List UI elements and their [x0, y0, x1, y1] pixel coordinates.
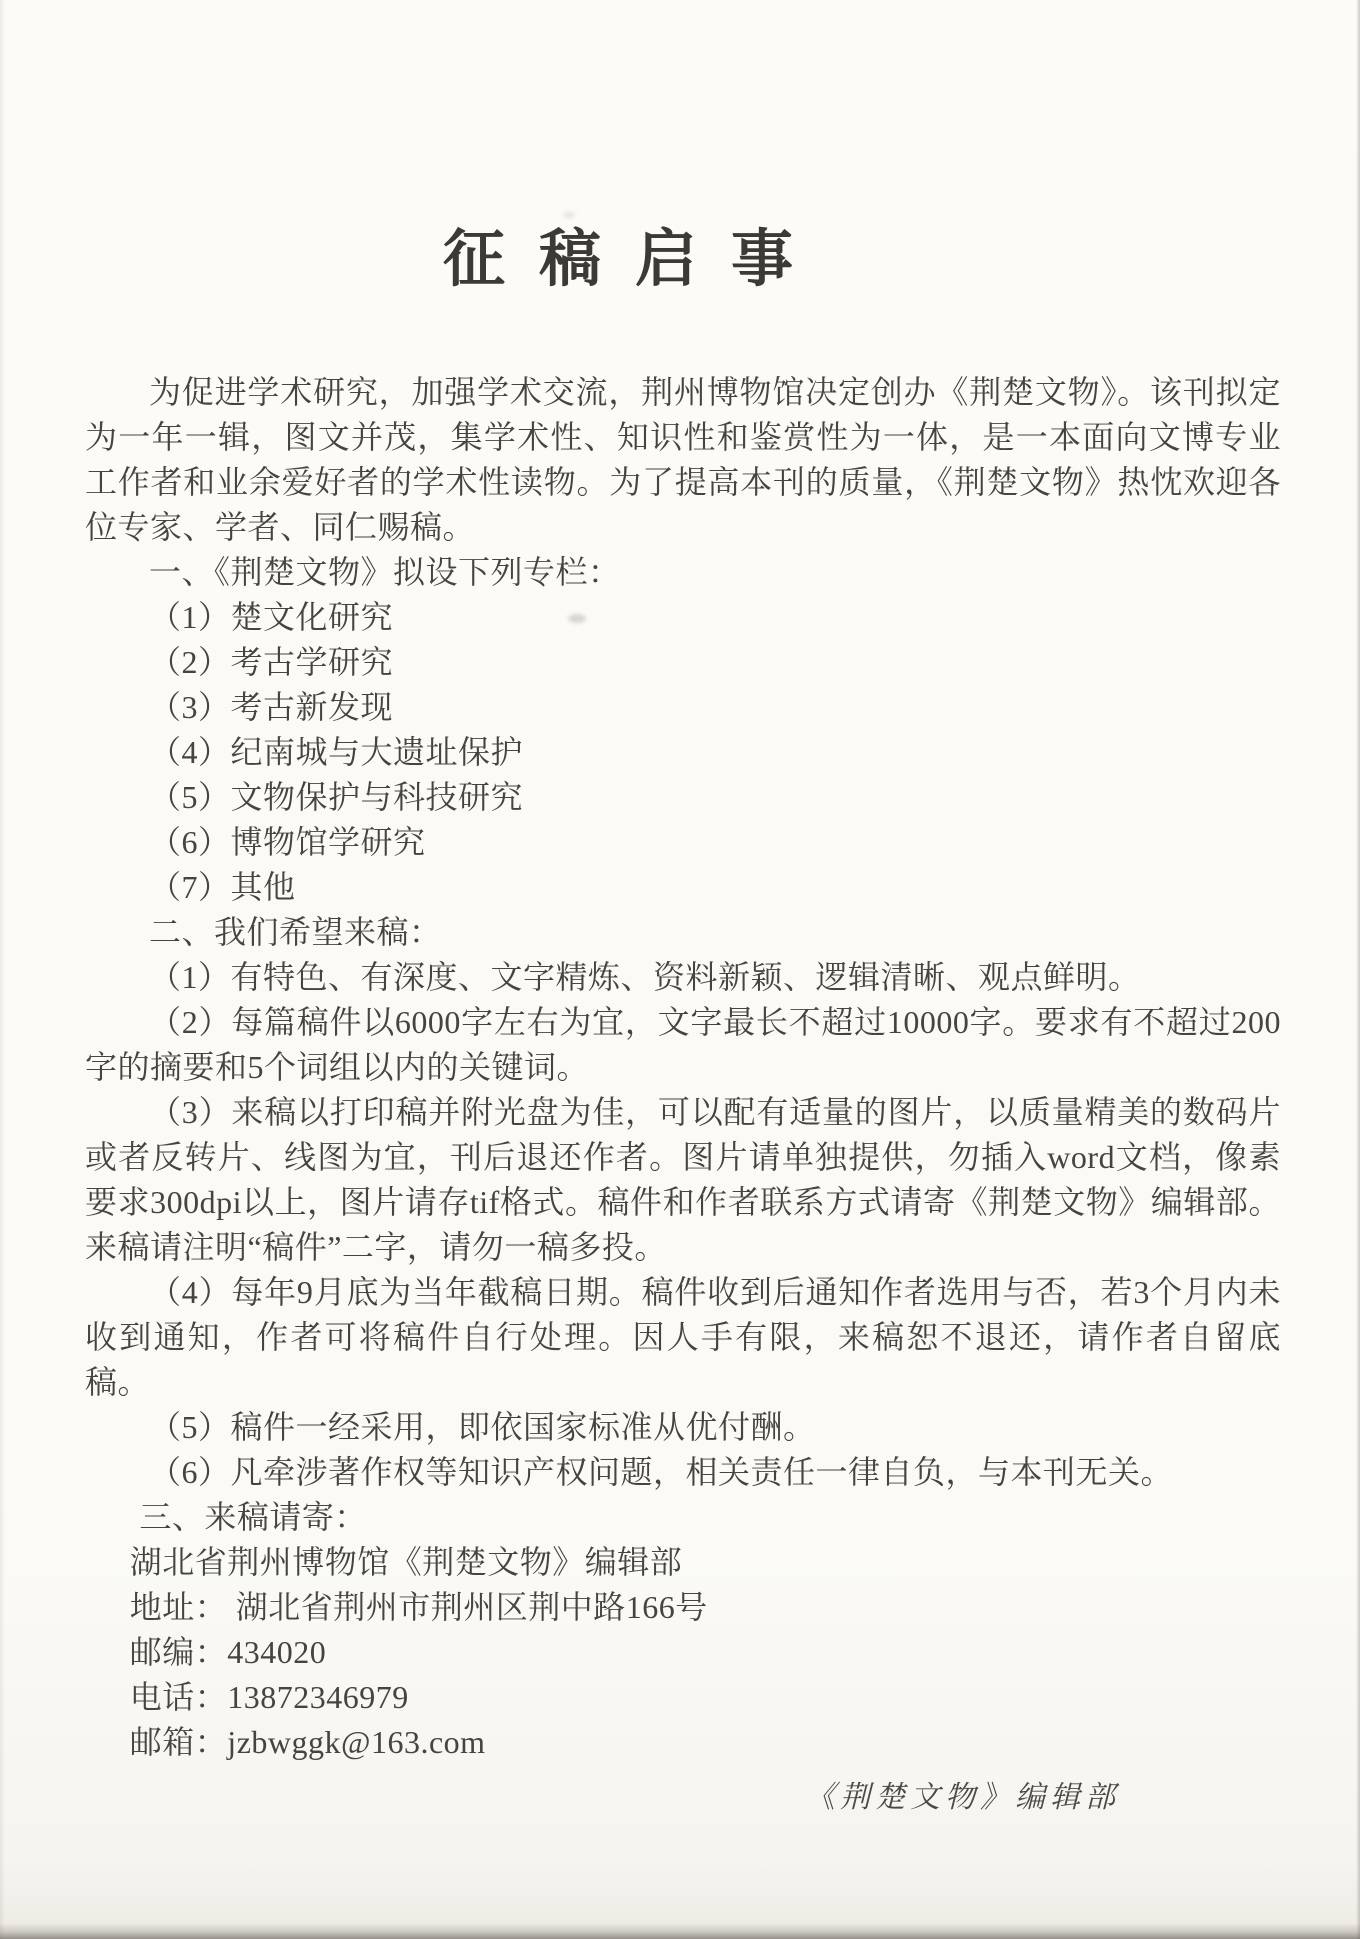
- section-2-heading: 二、我们希望来稿：: [149, 914, 442, 950]
- contact-address-line: 地址： 湖北省荆州市荆州区荆中路166号: [129, 1589, 708, 1625]
- guideline-item-3: （3）来稿以打印稿并附光盘为佳，可以配有适量的图片，以质量精美的数码片或者反转片、线图为宜，刊后退还作者。图片请单独提供，勿插入word文档，像素要求300dpi以上，图片请存tif格式。稿件和作者联系方式请寄《荆楚文物》编辑部。来稿请注明“稿件”二字，请勿一稿多投。: [85, 1094, 1281, 1265]
- document-body: [85, 370, 1281, 1765]
- column-item-7: （7）其他: [149, 869, 296, 905]
- column-item-6: （6）博物馆学研究: [149, 824, 426, 860]
- column-item-2: （2）考古学研究: [149, 644, 394, 680]
- column-item-4: （4）纪南城与大遗址保护: [149, 734, 524, 770]
- contact-postcode-line: 邮编：434020: [129, 1634, 327, 1670]
- scan-edge-shadow-left: [0, 0, 5, 1939]
- scan-edge-shadow-bottom: [0, 1923, 1360, 1939]
- contact-phone-line: 电话：13872346979: [129, 1679, 409, 1715]
- guideline-item-6: （6）凡牵涉著作权等知识产权问题，相关责任一律自负，与本刊无关。: [149, 1454, 1174, 1490]
- contact-unit-line: 湖北省荆州博物馆《荆楚文物》编辑部: [129, 1544, 683, 1580]
- section-1-heading: 一、《荆楚文物》拟设下列专栏：: [149, 554, 621, 590]
- column-item-5: （5）文物保护与科技研究: [149, 779, 524, 815]
- scan-smudge: [563, 212, 575, 218]
- guideline-item-1: （1）有特色、有深度、文字精炼、资料新颖、逻辑清晰、观点鲜明。: [149, 959, 1141, 995]
- guideline-item-2: （2）每篇稿件以6000字左右为宜，文字最长不超过10000字。要求有不超过200字的摘要和5个词组以内的关键词。: [85, 1004, 1281, 1085]
- section-3-heading: 三、来稿请寄：: [139, 1499, 367, 1535]
- column-item-1: （1）楚文化研究: [149, 599, 394, 635]
- guideline-item-4: （4）每年9月底为当年截稿日期。稿件收到后通知作者选用与否，若3个月内未收到通知，作者可将稿件自行处理。因人手有限，来稿恕不退还，请作者自留底稿。: [85, 1274, 1281, 1400]
- intro-paragraph: 为促进学术研究，加强学术交流，荆州博物馆决定创办《荆楚文物》。该刊拟定为一年一辑，图文并茂，集学术性、知识性和鉴赏性为一体，是一本面向文博专业工作者和业余爱好者的学术性读物。为了提高本刊的质量，《荆楚文物》热忱欢迎各位专家、学者、同仁赐稿。: [85, 374, 1281, 545]
- contact-email-line: 邮箱：jzbwggk@163.com: [129, 1724, 486, 1760]
- column-item-3: （3）考古新发现: [149, 689, 394, 725]
- scan-edge-shadow-right: [1356, 0, 1360, 1939]
- editorial-signature: 《荆楚文物》编辑部: [805, 1781, 1120, 1814]
- page-title: 征稿启事: [442, 226, 827, 295]
- scan-smudge: [568, 614, 586, 623]
- guideline-item-5: （5）稿件一经采用，即依国家标准从优付酬。: [149, 1409, 816, 1445]
